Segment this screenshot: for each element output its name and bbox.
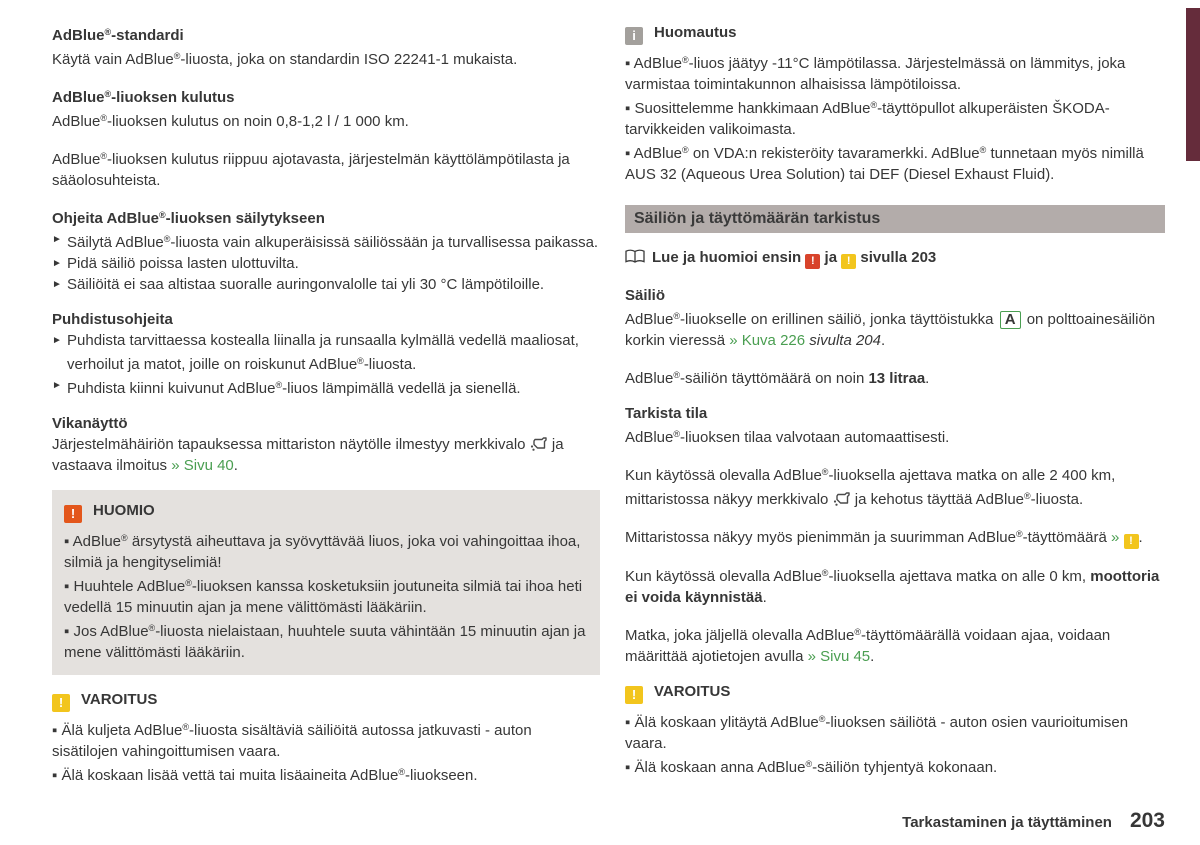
- right-column: [625, 22, 1165, 800]
- list-item: [52, 375, 600, 399]
- read-first-reference: Lue ja huomioi ensin ! ja ! sivulla 203: [625, 247, 1165, 269]
- note-item: ▪ Jos AdBlue®-liuosta nielaistaan, huuhtele suuta vähintään 15 minuutin ajan ja mene välittömästi lääkäriin.: [64, 623, 586, 661]
- cross-reference-link[interactable]: » Sivu 40: [171, 457, 234, 474]
- bullet-triangle-icon: ►: [52, 279, 62, 290]
- note-title: VAROITUS: [81, 691, 158, 708]
- note-item: ▪ Suosittelemme hankkimaan AdBlue®-täyttöpullot alkuperäisten ŠKODA-tarvikkeiden valikoimasta.: [625, 100, 1110, 138]
- paragraph: Kun käytössä olevalla AdBlue®-liuoksella ajettava matka on alle 2 400 km, mittaristossa näkyy merkkivalo ja kehotus täyttää AdBlue®-liuosta.: [625, 467, 1116, 508]
- bullet-triangle-icon: ►: [52, 380, 62, 391]
- list-item: [52, 330, 600, 375]
- text-segment: ®: [148, 623, 156, 633]
- info-icon: [625, 27, 643, 45]
- note-item: ▪ AdBlue® on VDA:n rekisteröity tavaramerkki. AdBlue® tunnetaan myös nimillä AUS 32 (Aqueous Urea Solution) tai DEF (Diesel Exhaust Fluid).: [625, 145, 1144, 183]
- note-title: VAROITUS: [654, 683, 731, 700]
- bullet-triangle-icon: ►: [52, 234, 62, 245]
- text-segment: ®: [821, 467, 829, 477]
- note-item: ▪ Älä koskaan anna AdBlue®-säiliön tyhjentyä kokonaan.: [625, 759, 998, 776]
- text-segment: ®: [821, 568, 829, 578]
- caution-icon: [64, 505, 82, 523]
- text-segment: ®: [121, 533, 128, 543]
- paragraph: Käytä vain AdBlue®-liuosta, joka on standardin ISO 22241-1 mukaista.: [52, 51, 518, 68]
- text-segment: moottoria ei voida käynnistää: [625, 568, 1160, 606]
- section-adblue-consumption: [52, 84, 600, 132]
- paragraph-block: [625, 365, 1165, 389]
- note-title: HUOMIO: [93, 502, 155, 519]
- paragraph-block: [625, 622, 1165, 667]
- section-heading: AdBlue®-liuoksen kulutus: [52, 89, 235, 106]
- left-column: [52, 22, 600, 800]
- section-check-status: [625, 403, 1165, 448]
- note-header: [625, 22, 1165, 45]
- list-item: [52, 253, 600, 274]
- section-fault-display: [52, 413, 600, 476]
- paragraph-block: [52, 146, 600, 191]
- chapter-edge-tab: [1186, 8, 1200, 161]
- section-heading: Tarkista tila: [625, 405, 708, 422]
- text-segment: ®: [1024, 491, 1031, 501]
- caution-small-icon: [805, 254, 820, 269]
- paragraph: AdBlue®-liuoksen kulutus riippuu ajotavasta, järjestelmän käyttölämpötilasta ja sääolosuhteista.: [52, 151, 570, 189]
- text-segment: ®: [185, 578, 192, 588]
- paragraph: AdBlue®-liuokselle on erillinen säiliö, jonka täyttöistukka A on polttoainesäiliön korkin vieressä » Kuva 226 sivulta 204.: [625, 311, 1156, 349]
- footer-page-number: 203: [1129, 809, 1165, 832]
- note-header: [625, 681, 1165, 704]
- paragraph: AdBlue®-liuoksen kulutus on noin 0,8-1,2 l / 1 000 km.: [52, 113, 409, 130]
- list-item-text: Puhdista kiinni kuivunut AdBlue®-liuos lämpimällä vedellä ja sienellä.: [67, 380, 521, 397]
- section-heading: Vikanäyttö: [52, 415, 128, 432]
- section-heading: Säiliö: [625, 287, 666, 304]
- note-header: [52, 689, 600, 712]
- text-segment: ®: [104, 89, 112, 99]
- warning-icon: [625, 686, 643, 704]
- note-title: Huomautus: [654, 24, 737, 41]
- note-item: ▪ Huuhtele AdBlue®-liuoksen kanssa kosketuksiin joutuneita silmiä tai ihoa heti vedellä 15 minuutin ajan ja mene välittömästi lääkäriin.: [64, 578, 583, 616]
- text-segment: ®: [979, 145, 987, 155]
- section-storage-instructions: [52, 205, 600, 295]
- footer-section-label: Tarkastaminen ja täyttäminen: [902, 814, 1112, 831]
- text-segment: sivulta 204: [809, 332, 881, 349]
- cross-reference-link[interactable]: » Kuva 226: [729, 332, 806, 349]
- list-item-text: Pidä säiliö poissa lasten ulottuvilta.: [67, 255, 299, 272]
- note-item: ▪ Älä koskaan ylitäytä AdBlue®-liuoksen säiliötä - auton osien vaurioitumisen vaara.: [625, 714, 1129, 752]
- book-icon: [625, 247, 645, 268]
- text-segment: ®: [673, 311, 681, 321]
- text-segment: ®: [673, 370, 681, 380]
- list-item-text: Säilytä AdBlue®-liuosta vain alkuperäisissä säiliössään ja turvallisessa paikassa.: [67, 234, 599, 251]
- text-segment: ®: [818, 714, 826, 724]
- bullet-triangle-icon: ►: [52, 335, 62, 346]
- section-heading: AdBlue®-standardi: [52, 27, 184, 44]
- note-item: ▪ Älä koskaan lisää vettä tai muita lisäaineita AdBlue®-liuokseen.: [52, 767, 478, 784]
- text-segment: ®: [163, 234, 171, 244]
- page-footer: [902, 810, 1165, 833]
- list-item: [52, 229, 600, 253]
- note-header: [64, 500, 588, 523]
- warning-note: [52, 689, 600, 786]
- text-segment: ®: [100, 151, 108, 161]
- section-adblue-standard: [52, 22, 600, 70]
- adblue-lamp-icon: [833, 489, 851, 510]
- list-item-text: Puhdista tarvittaessa kostealla liinalla ja runsaalla kylmällä vedellä maaliosat, verhoilut ja matot, joille on roiskunut AdBlue®-liuosta.: [67, 332, 579, 373]
- info-note: [625, 22, 1165, 185]
- note-item: ▪ AdBlue® ärsytystä aiheuttava ja syövyttävää liuos, joka voi vahingoittaa ihoa, silmiä ja hengityselimiä!: [64, 533, 581, 571]
- cross-reference-link[interactable]: » Sivu 45: [807, 648, 871, 665]
- warning-small-icon: [1124, 534, 1139, 549]
- text-segment: ®: [673, 429, 681, 439]
- section-cleaning-instructions: [52, 309, 600, 399]
- paragraph: Matka, joka jäljellä olevalla AdBlue®-täyttömäärällä voidaan ajaa, voidaan määrittää ajotietojen avulla » Sivu 45.: [625, 627, 1111, 665]
- list-item-text: Säiliöitä ei saa altistaa suoralle auringonvalolle tai yli 30 °C lämpötiloille.: [67, 276, 545, 293]
- section-tank: [625, 285, 1165, 351]
- text-segment: 13 litraa: [868, 370, 926, 387]
- text-segment: ®: [854, 627, 861, 637]
- paragraph: Järjestelmähäiriön tapauksessa mittariston näytölle ilmestyy merkkivalo ja vastaava ilmoitus » Sivu 40.: [52, 436, 564, 474]
- text-segment: ®: [100, 113, 108, 123]
- paragraph: Mittaristossa näkyy myös pienimmän ja suurimman AdBlue®-täyttömäärä » ! .: [625, 524, 1165, 549]
- text-segment: ®: [805, 759, 813, 769]
- caution-note-box: [52, 490, 600, 675]
- note-item: ▪ AdBlue®-liuos jäätyy -11°C lämpötilassa. Järjestelmässä on lämmitys, joka varmistaa toimintakunnon alhaisissa lämpötiloissa.: [625, 55, 1126, 93]
- text-segment: ®: [275, 380, 283, 390]
- text-segment: ®: [173, 51, 181, 61]
- text-segment: ®: [398, 767, 405, 777]
- section-heading: Puhdistusohjeita: [52, 311, 173, 328]
- paragraph-block: [625, 524, 1165, 549]
- part-label-keybox: A: [1000, 311, 1021, 329]
- text-segment: ®: [870, 100, 878, 110]
- paragraph: Kun käytössä olevalla AdBlue®-liuoksella ajettava matka on alle 0 km, moottoria ei voida käynnistää.: [625, 568, 1160, 606]
- paragraph: AdBlue®-liuoksen tilaa valvotaan automaattisesti.: [625, 429, 950, 446]
- text-segment: ®: [682, 55, 689, 65]
- text-segment: ®: [182, 722, 190, 732]
- text-segment: ®: [1015, 529, 1023, 539]
- warning-small-icon: [841, 254, 856, 269]
- text-segment: ®: [158, 210, 166, 220]
- text-segment: ®: [104, 27, 112, 37]
- adblue-lamp-icon: [530, 434, 548, 455]
- warning-icon: [52, 694, 70, 712]
- paragraph-block: [625, 563, 1165, 608]
- bullet-triangle-icon: ►: [52, 258, 62, 269]
- section-heading: Ohjeita AdBlue®-liuoksen säilytykseen: [52, 210, 325, 227]
- note-item: ▪ Älä kuljeta AdBlue®-liuosta sisältäviä säiliöitä autossa jatkuvasti - auton sisätilojen vahingoittumisen vaara.: [52, 722, 532, 760]
- cross-reference-link[interactable]: »: [1111, 529, 1120, 546]
- paragraph: AdBlue®-säiliön täyttömäärä on noin 13 litraa.: [625, 370, 930, 387]
- text-segment: ®: [357, 356, 364, 366]
- list-item: [52, 274, 600, 295]
- text-segment: ®: [682, 145, 689, 155]
- section-title-bar: Säiliön ja täyttömäärän tarkistus: [625, 205, 1165, 233]
- warning-note: [625, 681, 1165, 778]
- paragraph-block: [625, 462, 1165, 510]
